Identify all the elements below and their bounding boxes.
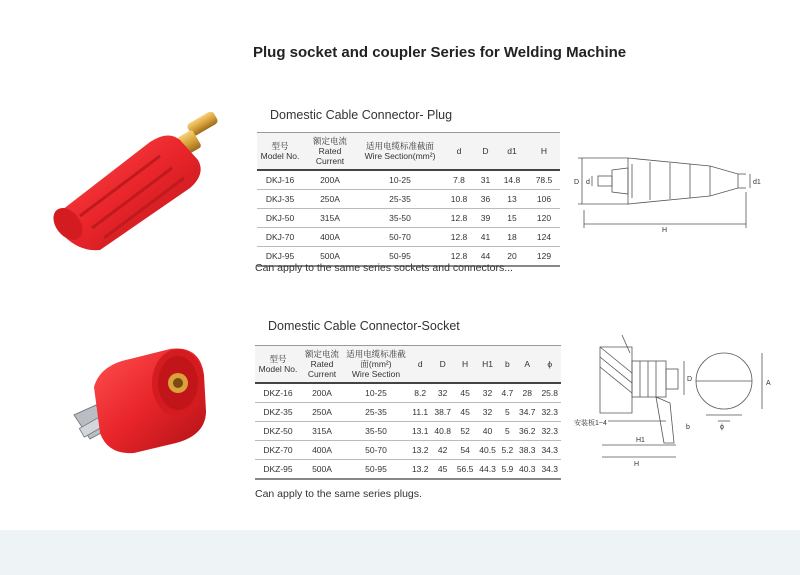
plug-photo (40, 112, 230, 252)
plug-dim-D: D (574, 179, 580, 186)
plug-cell: DKJ-50 (257, 209, 303, 228)
socket-cell: DKZ-16 (255, 383, 301, 403)
socket-dim-D: D (687, 376, 693, 383)
socket-cell: 50-70 (343, 441, 409, 460)
plug-cell: 129 (528, 247, 560, 267)
plug-cell: 78.5 (528, 170, 560, 190)
plug-cell: 35-50 (357, 209, 443, 228)
socket-cell: 5.2 (499, 441, 516, 460)
socket-cell: 200A (301, 383, 343, 403)
socket-cell: 38.3 (516, 441, 538, 460)
socket-cell: 250A (301, 403, 343, 422)
socket-cell: 40.5 (476, 441, 498, 460)
socket-cell: 32 (476, 403, 498, 422)
socket-cell: 56.5 (454, 460, 476, 480)
socket-cell: 13.2 (409, 441, 431, 460)
socket-cell: 45 (454, 383, 476, 403)
plug-cell: 10-25 (357, 170, 443, 190)
socket-cell: 8.2 (409, 383, 431, 403)
page-title: Plug socket and coupler Series for Welding Machine (253, 44, 627, 61)
plug-cell: 12.8 (443, 228, 475, 247)
socket-cell: 11.1 (409, 403, 431, 422)
plug-table-row (257, 228, 560, 247)
plug-table-row (257, 170, 560, 190)
socket-dim-phi: ϕ (720, 424, 724, 431)
plug-dimension-drawing (570, 140, 770, 240)
socket-table-row (255, 422, 561, 441)
plug-cell: 41 (475, 228, 496, 247)
socket-cell: 36.2 (516, 422, 538, 441)
socket-col-D: D (431, 346, 453, 384)
plug-cell: 200A (303, 170, 357, 190)
socket-cell: DKZ-70 (255, 441, 301, 460)
plug-cell: 50-95 (357, 247, 443, 267)
socket-cell: 52 (454, 422, 476, 441)
plug-cell: 44 (475, 247, 496, 267)
plug-cell: 400A (303, 228, 357, 247)
page-footer-band (0, 530, 800, 575)
socket-cell: 4.7 (499, 383, 516, 403)
socket-dim-H: H (634, 461, 640, 468)
socket-cell: 34.7 (516, 403, 538, 422)
socket-cell: 13.2 (409, 460, 431, 480)
socket-dim-install: 安装板1~4 (574, 420, 607, 427)
socket-col-d: d (409, 346, 431, 384)
plug-cell: DKJ-95 (257, 247, 303, 267)
plug-cell: 31 (475, 170, 496, 190)
plug-table-header (257, 133, 560, 171)
socket-cell: 5 (499, 422, 516, 441)
socket-dim-b: b (686, 424, 690, 431)
socket-photo (60, 335, 220, 465)
plug-cell: 315A (303, 209, 357, 228)
plug-cell: 12.8 (443, 209, 475, 228)
socket-dim-H1: H1 (636, 437, 645, 444)
plug-section-title: Domestic Cable Connector- Plug (270, 108, 453, 122)
plug-col-H: H (528, 133, 560, 171)
plug-cell: DKJ-35 (257, 190, 303, 209)
plug-spec-table (257, 132, 560, 267)
plug-note: Can apply to the same series sockets and connectors... (255, 262, 513, 274)
plug-cell: 120 (528, 209, 560, 228)
socket-section-title: Domestic Cable Connector-Socket (268, 319, 460, 333)
socket-cell: 5 (499, 403, 516, 422)
socket-cell: 42 (431, 441, 453, 460)
socket-cell: 40.8 (431, 422, 453, 441)
socket-cell: 5.9 (499, 460, 516, 480)
plug-cell: 25-35 (357, 190, 443, 209)
plug-cell: 124 (528, 228, 560, 247)
socket-cell: 25.8 (538, 383, 561, 403)
socket-cell: 34.3 (538, 441, 561, 460)
socket-cell: DKZ-50 (255, 422, 301, 441)
socket-note: Can apply to the same series plugs. (255, 488, 422, 500)
socket-cell: 54 (454, 441, 476, 460)
plug-cell: 50-70 (357, 228, 443, 247)
socket-table-row (255, 383, 561, 403)
plug-cell: 106 (528, 190, 560, 209)
plug-col-D: D (475, 133, 496, 171)
socket-col-H1: H1 (476, 346, 498, 384)
plug-dim-d: d (586, 179, 590, 186)
socket-table-header (255, 346, 561, 384)
socket-cell: 45 (454, 403, 476, 422)
socket-dim-A: A (766, 380, 771, 387)
plug-cell: DKJ-70 (257, 228, 303, 247)
socket-col-phi: ϕ (538, 346, 561, 384)
socket-col-model: 型号 Model No. (255, 346, 301, 384)
socket-cell: 32 (431, 383, 453, 403)
socket-dimension-drawing (572, 325, 787, 470)
socket-cell: 315A (301, 422, 343, 441)
plug-cell: 20 (496, 247, 528, 267)
socket-cell: 38.7 (431, 403, 453, 422)
plug-cell: 12.8 (443, 247, 475, 267)
plug-col-model: 型号 Model No. (257, 133, 303, 171)
socket-table-row (255, 441, 561, 460)
socket-cell: 40.3 (516, 460, 538, 480)
socket-spec-table (255, 345, 561, 480)
plug-cell: 18 (496, 228, 528, 247)
plug-dim-H: H (662, 227, 668, 234)
plug-cell: 7.8 (443, 170, 475, 190)
socket-col-b: b (499, 346, 516, 384)
socket-table-row (255, 460, 561, 480)
socket-col-wire: 适用电缆标准截面(mm²) Wire Section (343, 346, 409, 384)
plug-col-d1: d1 (496, 133, 528, 171)
plug-table-row (257, 209, 560, 228)
socket-cell: 32 (476, 383, 498, 403)
plug-cell: 39 (475, 209, 496, 228)
socket-table-row (255, 403, 561, 422)
plug-dim-d1: d1 (753, 179, 761, 186)
socket-cell: 400A (301, 441, 343, 460)
plug-col-d: d (443, 133, 475, 171)
plug-cell: 250A (303, 190, 357, 209)
socket-cell: 13.1 (409, 422, 431, 441)
socket-cell: DKZ-35 (255, 403, 301, 422)
socket-cell: DKZ-95 (255, 460, 301, 480)
plug-cell: 36 (475, 190, 496, 209)
plug-col-current: 额定电流 Rated Current (303, 133, 357, 171)
socket-cell: 28 (516, 383, 538, 403)
socket-cell: 500A (301, 460, 343, 480)
plug-cell: DKJ-16 (257, 170, 303, 190)
socket-col-current: 额定电流 Rated Current (301, 346, 343, 384)
socket-col-A: A (516, 346, 538, 384)
socket-cell: 10-25 (343, 383, 409, 403)
plug-col-wire: 适用电缆标准截面 Wire Section(mm²) (357, 133, 443, 171)
socket-cell: 44.3 (476, 460, 498, 480)
socket-col-H: H (454, 346, 476, 384)
plug-cell: 13 (496, 190, 528, 209)
socket-cell: 35-50 (343, 422, 409, 441)
plug-cell: 10.8 (443, 190, 475, 209)
plug-cell: 14.8 (496, 170, 528, 190)
socket-cell: 50-95 (343, 460, 409, 480)
socket-cell: 25-35 (343, 403, 409, 422)
plug-table-row (257, 190, 560, 209)
socket-cell: 32.3 (538, 403, 561, 422)
socket-cell: 40 (476, 422, 498, 441)
plug-cell: 500A (303, 247, 357, 267)
socket-cell: 34.3 (538, 460, 561, 480)
plug-cell: 15 (496, 209, 528, 228)
socket-cell: 45 (431, 460, 453, 480)
socket-cell: 32.3 (538, 422, 561, 441)
